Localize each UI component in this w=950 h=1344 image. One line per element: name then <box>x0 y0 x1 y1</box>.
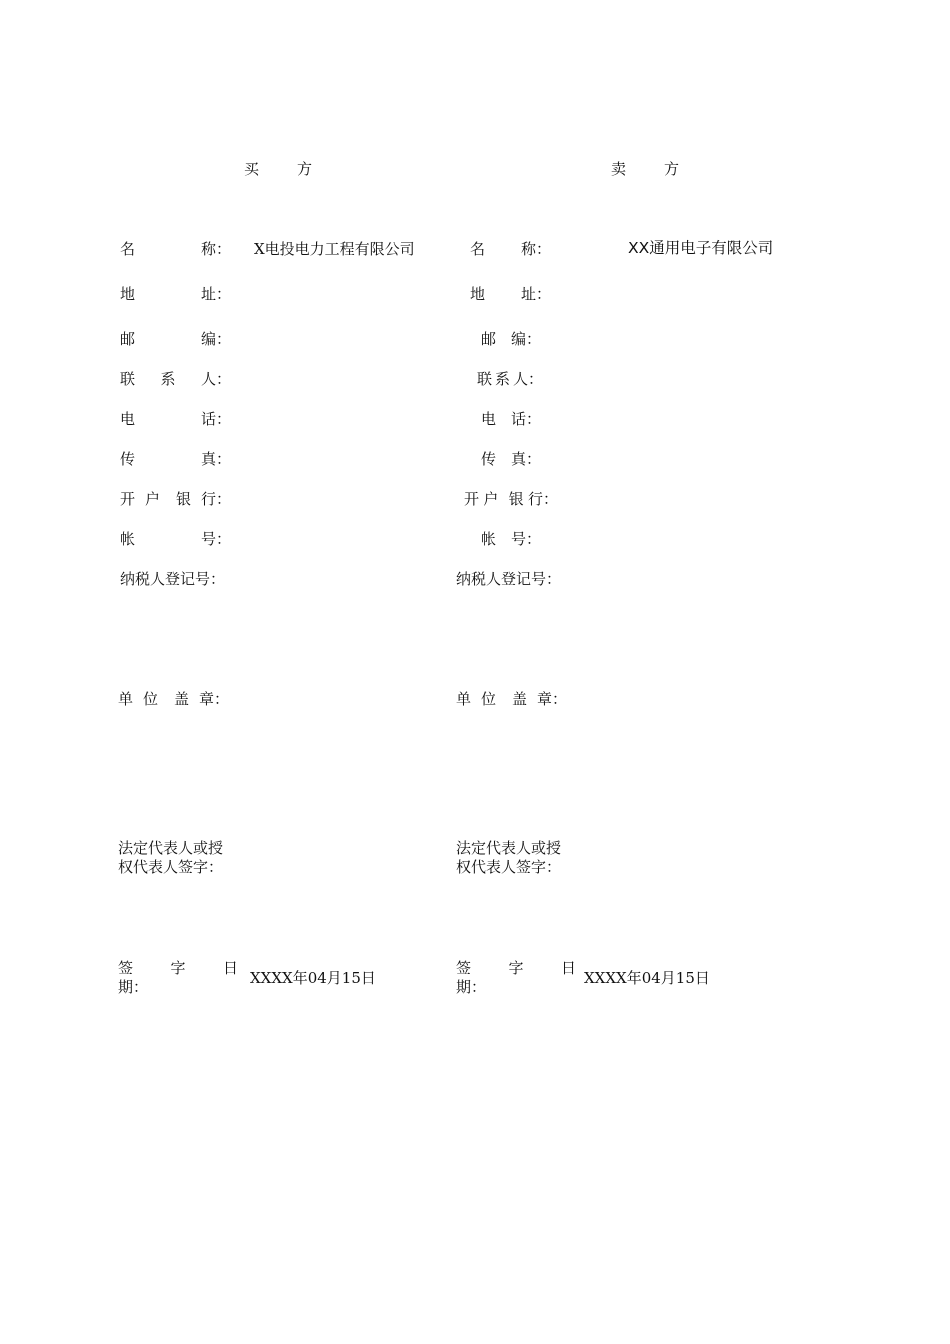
seller-address-label: 地 址： <box>470 285 551 303</box>
buyer-heading-char: 方 <box>296 160 312 178</box>
seller-bank-label: 开 户 银 行： <box>464 490 558 508</box>
seller-fax-label: 传 真： <box>481 450 541 468</box>
buyer-heading <box>244 159 312 179</box>
seller-sign-date-value: XXXX年04月15日 <box>584 969 710 987</box>
buyer-fax-label: 传 真： <box>120 450 231 468</box>
seller-heading <box>611 159 679 179</box>
seller-heading-char: 卖 <box>611 160 627 178</box>
buyer-rep-signature-label: 法定代表人或授 权代表人签字： <box>118 839 224 876</box>
buyer-contact-label: 联 系 人： <box>120 370 231 388</box>
seller-heading-char: 方 <box>663 160 679 178</box>
seller-postcode-label: 邮 编： <box>481 330 541 348</box>
buyer-name-value: X电投电力工程有限公司 <box>254 240 415 258</box>
buyer-account-label: 帐 号： <box>120 530 231 548</box>
buyer-sign-date-value: XXXX年04月15日 <box>250 969 376 987</box>
buyer-sign-date-label: 签 字 日 期： <box>118 959 238 996</box>
buyer-seal-label: 单 位 盖 章： <box>118 690 229 708</box>
buyer-name-label: 名 称： <box>120 240 231 258</box>
buyer-postcode-label: 邮 编： <box>120 330 231 348</box>
buyer-phone-label: 电 话： <box>120 410 231 428</box>
buyer-bank-label: 开 户 银 行： <box>120 490 231 508</box>
seller-contact-label: 联 系 人： <box>477 370 543 388</box>
seller-account-label: 帐 号： <box>481 530 541 548</box>
seller-seal-label: 单 位 盖 章： <box>456 690 567 708</box>
seller-name-value: XX通用电子有限公司 <box>628 239 774 257</box>
buyer-address-label: 地 址： <box>120 285 231 303</box>
seller-rep-signature-label: 法定代表人或授 权代表人签字： <box>456 839 562 876</box>
buyer-tax-label: 纳税人登记号： <box>120 570 226 588</box>
seller-tax-label: 纳税人登记号： <box>456 570 562 588</box>
buyer-heading-char: 买 <box>244 160 260 178</box>
seller-name-label: 名 称： <box>470 240 551 258</box>
seller-phone-label: 电 话： <box>481 410 541 428</box>
seller-sign-date-label: 签 字 日 期： <box>456 959 576 996</box>
